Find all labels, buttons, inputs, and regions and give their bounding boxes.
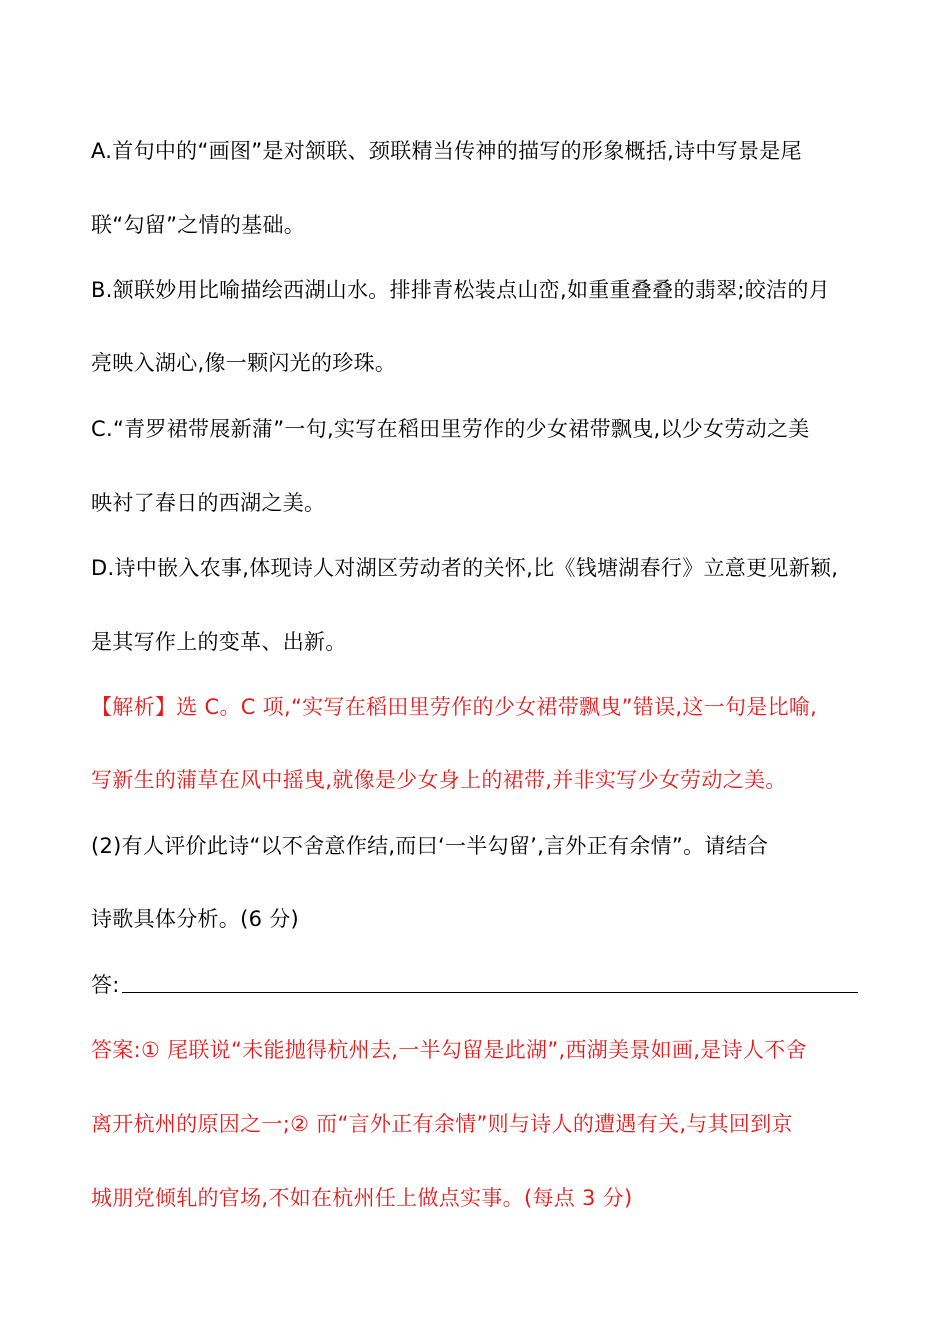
- analysis-line-1: 【解析】选 C。C 项,“实写在稻田里劳作的少女裙带飘曳”错误,这一句是比喻,: [91, 695, 818, 719]
- answer-line-2: 离开杭州的原因之一;② 而“言外正有余情”则与诗人的遭遇有关,与其回到京: [91, 1112, 793, 1136]
- question-2-line-1: (2)有人评价此诗“以不舍意作结,而曰‘一半勾留’,言外正有余情”。请结合: [91, 834, 769, 858]
- option-b-line-1: B.颔联妙用比喻描绘西湖山水。排排青松装点山峦,如重重叠叠的翡翠;皎洁的月: [91, 278, 830, 302]
- option-b-line-2: 亮映入湖心,像一颗闪光的珍珠。: [91, 351, 397, 375]
- answer-prompt: 答:: [91, 973, 120, 997]
- analysis-line-2: 写新生的蒲草在风中摇曳,就像是少女身上的裙带,并非实写少女劳动之美。: [91, 768, 787, 792]
- answer-line-1: 答案:① 尾联说“未能抛得杭州去,一半勾留是此湖”,西湖美景如画,是诗人不舍: [91, 1038, 807, 1062]
- option-d-line-1: D.诗中嵌入农事,体现诗人对湖区劳动者的关怀,比《钱塘湖春行》立意更见新颖,: [91, 556, 839, 580]
- option-d-line-2: 是其写作上的变革、出新。: [91, 630, 347, 654]
- option-a-line-2: 联“勾留”之情的基础。: [91, 213, 306, 237]
- option-c-line-1: C.“青罗裙带展新蒲”一句,实写在稻田里劳作的少女裙带飘曳,以少女劳动之美: [91, 417, 810, 441]
- option-a-line-1: A.首句中的“画图”是对颔联、颈联精当传神的描写的形象概括,诗中写景是尾: [91, 139, 802, 163]
- answer-blank-line: [122, 992, 858, 993]
- answer-line-3: 城朋党倾轧的官场,不如在杭州任上做点实事。(每点 3 分): [91, 1186, 633, 1210]
- question-2-line-2: 诗歌具体分析。(6 分): [91, 907, 300, 931]
- option-c-line-2: 映衬了春日的西湖之美。: [91, 491, 326, 515]
